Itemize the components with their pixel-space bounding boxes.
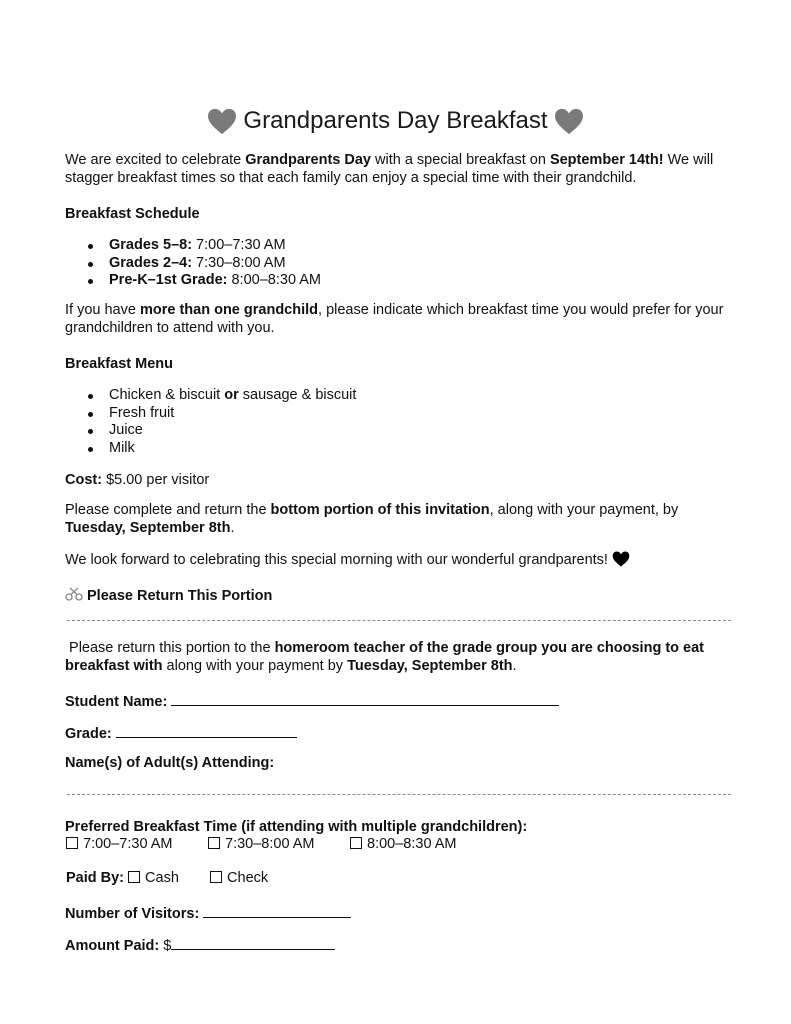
menu-heading: Breakfast Menu (65, 356, 173, 372)
checkbox-icon[interactable] (210, 871, 222, 883)
schedule-list (86, 237, 321, 290)
list-item: Fresh fruit (86, 405, 356, 423)
scissors-icon (65, 587, 83, 601)
intro-paragraph: We are excited to celebrate Grandparents Day with a special breakfast on September 14th! We will stagger breakfast times so that each family can enjoy a special time with their grandchild. (65, 152, 714, 186)
list-item: Grades 5–8: 7:00–7:30 AM (86, 237, 321, 255)
preferred-time-label: Preferred Breakfast Time (if attending with multiple grandchildren): (65, 819, 528, 835)
checkbox-icon[interactable] (128, 871, 140, 883)
heart-icon (207, 108, 237, 135)
preferred-time-options (66, 836, 457, 854)
visitors-field (65, 903, 351, 924)
pay-option-check[interactable]: Check (210, 870, 268, 888)
closing-line: We look forward to celebrating this special morning with our wonderful grandparents! (65, 551, 745, 570)
checkbox-icon[interactable] (208, 837, 220, 849)
pay-option-cash[interactable]: Cash (128, 870, 210, 888)
student-name-blank[interactable] (171, 691, 559, 706)
multiple-grandchild-paragraph: If you have more than one grandchild, please indicate which breakfast time you would prefer for your grandchildren to attend with you. (65, 302, 724, 336)
list-item: Pre-K–1st Grade: 8:00–8:30 AM (86, 272, 321, 290)
paid-by-label: Paid By: (66, 870, 125, 886)
page-title (0, 104, 791, 138)
visitors-blank[interactable] (203, 903, 351, 918)
currency-symbol: $ (163, 938, 172, 954)
time-option[interactable]: 7:30–8:00 AM (208, 836, 350, 854)
time-option[interactable]: 8:00–8:30 AM (350, 836, 457, 854)
adults-label: Name(s) of Adult(s) Attending: (65, 755, 275, 771)
cut-line-divider (67, 620, 731, 621)
list-item: Grades 2–4: 7:30–8:00 AM (86, 255, 321, 273)
list-item: Juice (86, 422, 356, 440)
return-portion-heading: Please Return This Portion (65, 587, 272, 606)
time-option[interactable]: 7:00–7:30 AM (66, 836, 208, 854)
checkbox-icon[interactable] (350, 837, 362, 849)
student-name-field (65, 691, 559, 712)
schedule-heading: Breakfast Schedule (65, 206, 200, 222)
list-item: Chicken & biscuit or sausage & biscuit (86, 387, 356, 405)
cost-line: Cost: $5.00 per visitor (65, 472, 210, 488)
amount-label: Amount Paid: (65, 938, 160, 954)
adults-blank-line[interactable] (67, 794, 731, 795)
menu-list (86, 387, 356, 457)
heart-icon (612, 551, 630, 567)
amount-blank[interactable] (171, 935, 335, 950)
title-text: Grandparents Day Breakfast (243, 107, 548, 134)
heart-icon (554, 108, 584, 135)
amount-field (65, 935, 335, 956)
visitors-label: Number of Visitors: (65, 906, 200, 922)
grade-label: Grade: (65, 726, 112, 742)
grade-field (65, 723, 297, 744)
form-instructions: Please return this portion to the homeroom teacher of the grade group you are choosing to eat breakfast with along with your payment by Tuesday, September 8th. (65, 640, 704, 674)
list-item: Milk (86, 440, 356, 458)
paid-by-field (66, 870, 268, 888)
student-name-label: Student Name: (65, 694, 168, 710)
grade-blank[interactable] (116, 723, 297, 738)
return-note-paragraph: Please complete and return the bottom portion of this invitation, along with your payment, by Tuesday, September 8th. (65, 502, 679, 536)
checkbox-icon[interactable] (66, 837, 78, 849)
